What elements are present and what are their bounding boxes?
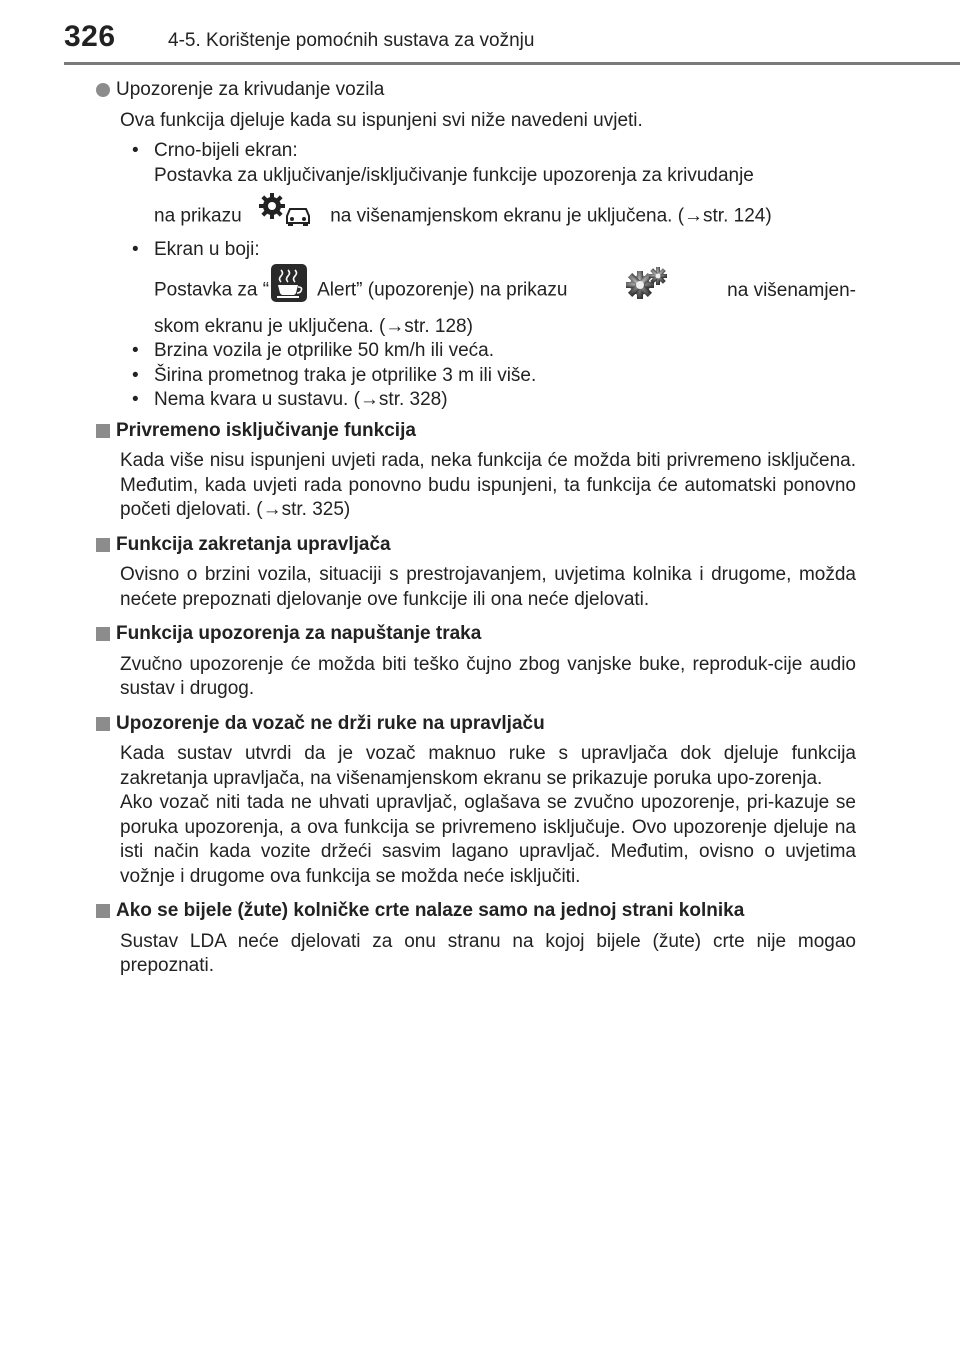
mono-text-b-pre: na prikazu: [154, 205, 242, 227]
page-content: [96, 78, 856, 979]
header-rule: [64, 62, 960, 65]
mono-label: Crno-bijeli ekran:: [154, 140, 298, 161]
color-text-a-pre: Postavka za “: [154, 279, 270, 301]
section-body: Zvučno upozorenje će možda biti teško čujno zbog vanjske buke, reproduk-cije audio sustav i drugog.: [120, 653, 856, 699]
color-screen-item: • Ekran u boji: Postavka za “ Alert” (upozorenje) na prikazu na višenamjen- skom ekranu je uključena. (→str. 128): [96, 238, 856, 339]
square-bullet-icon: [96, 424, 110, 438]
sway-intro: Ova funkcija djeluje kada su ispunjeni svi niže navedeni uvjeti.: [120, 109, 643, 131]
mono-text-b-post: na višenamjenskom ekranu je uključena. (→str. 124): [330, 205, 772, 227]
condition-fault: • Nema kvara u sustavu. (→str. 328): [132, 389, 448, 410]
sway-heading: [96, 78, 856, 103]
section-title: Upozorenje da vozač ne drži ruke na upravljaču: [116, 712, 545, 734]
section-title: Funkcija upozorenja za napuštanje traka: [116, 623, 482, 644]
mono-text-a: Postavka za uključivanje/isključivanje funkcije upozorenja za krivudanje: [154, 164, 754, 186]
page-header: [0, 0, 960, 64]
chapter-title: 4-5. Korištenje pomoćnih sustava za vožnju: [168, 30, 535, 51]
section-body: Kada sustav utvrdi da je vozač maknuo ruke s upravljača dok djeluje funkcija zakretanja upravljača, na višenamjenskom ekranu se prikazuje poruka upo-zorenja.: [120, 743, 856, 789]
condition-lane-text: Širina prometnog traka je otprilike 3 m ili više.: [154, 364, 537, 386]
circle-bullet-icon: [96, 83, 110, 97]
condition-fault-text: Nema kvara u sustavu. (→str. 328): [154, 389, 448, 410]
condition-speed: • Brzina vozila je otprilike 50 km/h ili veća.: [132, 340, 495, 361]
square-bullet-icon: [96, 904, 110, 918]
color-label: Ekran u boji:: [154, 239, 260, 260]
gear-car-icon: [257, 192, 315, 241]
section-body: Kada više nisu ispunjeni uvjeti rada, neka funkcija će možda biti privremeno isključena. Međutim, kada uvjeti rada ponovno budu ispunjeni, ta funkcija će automatski ponovno početi djelovati. (→str. 325): [120, 450, 856, 520]
section-heading: [96, 712, 856, 737]
color-text-a-mid: Alert” (upozorenje) na prikazu: [317, 279, 568, 301]
color-text-b: skom ekranu je uključena. (→str. 128): [154, 315, 473, 337]
section-title: Privremeno isključivanje funkcija: [116, 419, 416, 441]
square-bullet-icon: [96, 538, 110, 552]
gears-icon: [624, 265, 670, 316]
section-body: Ovisno o brzini vozila, situaciji s prestrojavanjem, uvjetima kolnika i drugome, možda nećete prepoznati djelovanje ove funkcije ili ona neće djelovati.: [120, 564, 856, 610]
condition-speed-text: Brzina vozila je otprilike 50 km/h ili veća.: [154, 340, 495, 361]
sway-title: Upozorenje za krivudanje vozila: [116, 79, 385, 100]
square-bullet-icon: [96, 627, 110, 641]
section-heading: [96, 899, 856, 924]
mono-screen-item: • Crno-bijeli ekran: Postavka za uključivanje/isključivanje funkcije upozorenja za krivudanje na prikazu na višenamjenskom ekranu je uključena. (→str. 124): [96, 139, 856, 232]
color-text-a-post: na višenamjen-: [727, 279, 856, 301]
mono-text-b-line: [154, 192, 856, 232]
page-number: 326: [64, 20, 116, 53]
section-body: Ako vozač niti tada ne uhvati upravljač, oglašava se zvučno upozorenje, pri-kazuje se poruka upozorenja, a ova funkcija se privremeno isključuje. Ovo upozorenje djeluje na isti način kada vozite držeći sasvim lagano upravljač. Međutim, ovisno o uvjetima vožnje i drugome ova funkcija se možda neće isključiti.: [120, 792, 856, 887]
section-title: Funkcija zakretanja upravljača: [116, 533, 391, 555]
color-text-a-line: [154, 271, 856, 311]
condition-lane: • Širina prometnog traka je otprilike 3 m ili više.: [132, 364, 537, 386]
coffee-cup-icon: [271, 264, 307, 317]
section-title: Ako se bijele (žute) kolničke crte nalaze samo na jednoj strani kolnika: [116, 900, 745, 921]
section-body: Sustav LDA neće djelovati za onu stranu na kojoj bijele (žute) crte nije mogao prepoznati.: [120, 930, 856, 976]
section-heading: [96, 419, 856, 444]
section-heading: [96, 622, 856, 647]
section-heading: [96, 533, 856, 558]
square-bullet-icon: [96, 717, 110, 731]
